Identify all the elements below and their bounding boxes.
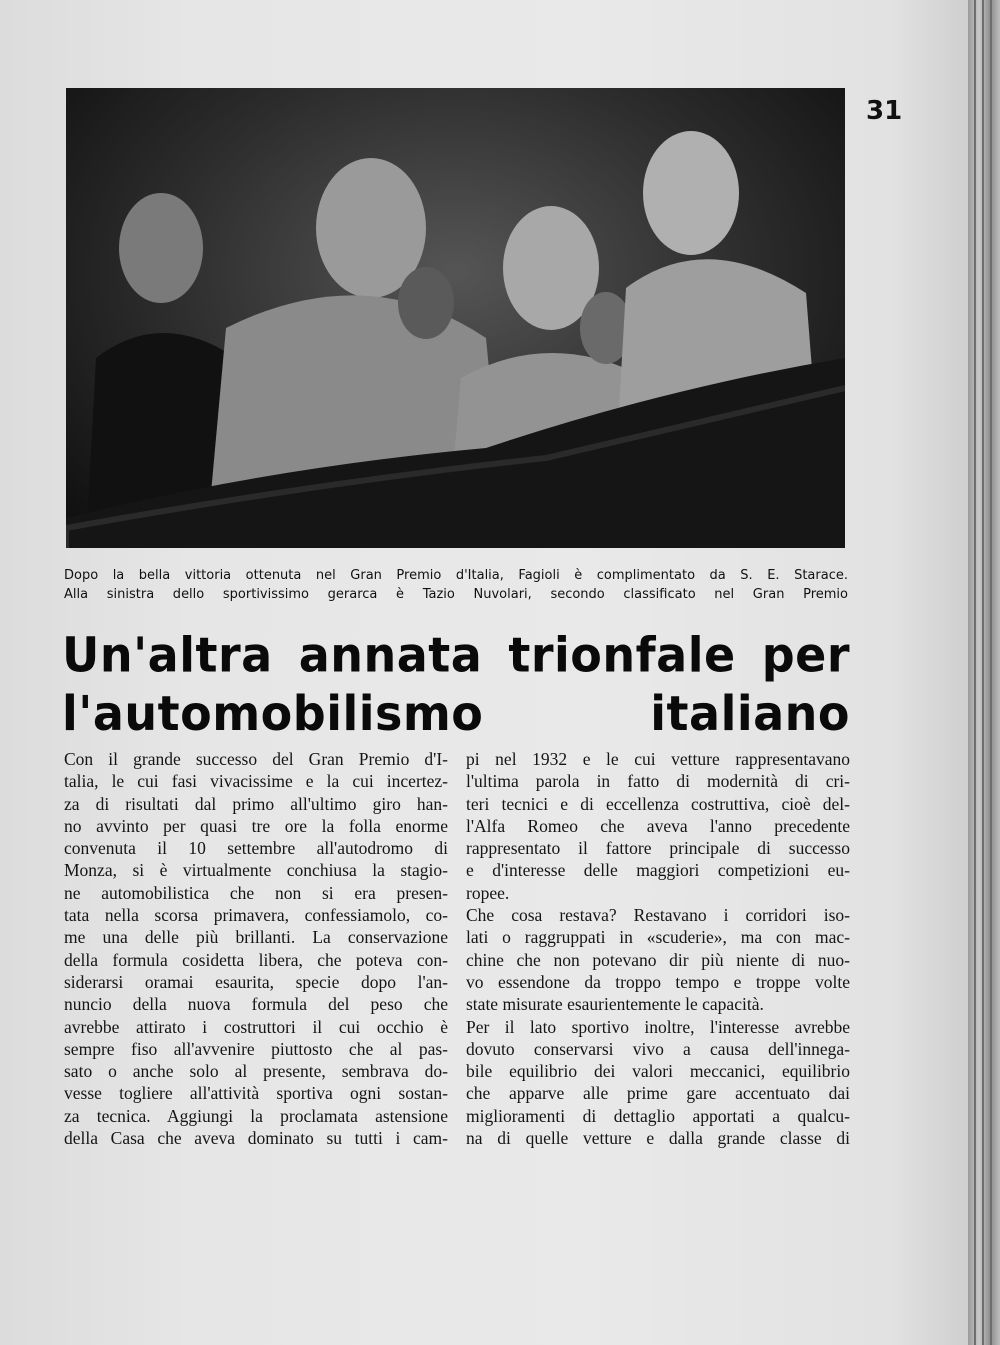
text-line: sempre fiso all'avvenire piuttosto che al pas- [64, 1038, 448, 1059]
text-line: della Casa che aveva dominato su tutti i cam- [64, 1128, 448, 1149]
text-line: za di risultati dal primo all'ultimo giro han- [64, 793, 448, 814]
text-line: dovuto conservarsi vivo a causa dell'innega- [466, 1038, 850, 1059]
article-column-left [64, 748, 448, 1149]
text-line: no avvinto per quasi tre ore la folla enorme [64, 815, 448, 836]
headline-line: Un'altra annata trionfale per [62, 626, 850, 683]
caption-line: Alla sinistra dello sportivissimo gerarca è Tazio Nuvolari, secondo classificato nel Gran Premio [64, 587, 848, 602]
text-line: chine che non potevano dir più niente di nuo- [466, 949, 850, 970]
text-line: na di quelle vetture e dalla grande classe di [466, 1128, 850, 1149]
text-line: talia, le cui fasi vivacissime e la cui incertez- [64, 771, 448, 792]
book-spine-edge [968, 0, 1000, 1345]
text-line: vo essendone da troppo tempo e troppe volte [466, 971, 850, 992]
text-line: ne automobilistica che non si era presen- [64, 882, 448, 903]
photo-caption [64, 566, 848, 604]
article-column-right [466, 748, 850, 1149]
text-line: che apparve alle prime gare accentuato dai [466, 1083, 850, 1104]
text-line: me una delle più brillanti. La conservazione [64, 927, 448, 948]
text-line: Con il grande successo del Gran Premio d'I- [64, 749, 448, 769]
text-line: state misurate esaurientemente le capacità. [466, 994, 764, 1015]
headline-line: l'automobilismo italiano [62, 685, 850, 742]
text-line: avrebbe attirato i costruttori il cui occhio è [64, 1016, 448, 1037]
text-line: tata nella scorsa primavera, confessiamolo, co- [64, 905, 448, 926]
text-line: Per il lato sportivo inoltre, l'interesse avrebbe [466, 1016, 850, 1037]
text-line: lati o raggruppati in «scuderie», ma con mac- [466, 927, 850, 948]
text-line: della formula cosidetta libera, che poteva con- [64, 949, 448, 970]
text-line: rappresentato il fattore principale di successo [466, 838, 850, 859]
text-line: ropee. [466, 882, 510, 903]
text-line: vesse togliere all'attività sportiva ogni sostan- [64, 1083, 448, 1104]
text-line: siderarsi oramai esaurita, specie dopo l'an- [64, 971, 448, 992]
text-line: za tecnica. Aggiungi la proclamata astensione [64, 1105, 448, 1126]
text-line: Monza, si è virtualmente conchiusa la stagio- [64, 860, 448, 881]
text-line: miglioramenti di dettaglio apportati a qualcu- [466, 1105, 850, 1126]
photo-image [66, 88, 845, 548]
text-line: e d'interesse delle maggiori competizioni eu- [466, 860, 850, 881]
page-number: 31 [866, 96, 903, 126]
text-line: nuncio della nuova formula del peso che [64, 994, 448, 1015]
caption-line: Dopo la bella vittoria ottenuta nel Gran Premio d'Italia, Fagioli è complimentato da S. E. Starace. [64, 568, 848, 583]
text-line: bile equilibrio dei valori meccanici, equilibrio [466, 1061, 850, 1082]
text-line: l'ultima parola in fatto di modernità di cri- [466, 771, 850, 792]
text-line: Che cosa restava? Restavano i corridori iso- [466, 905, 850, 926]
photo-scene [66, 88, 845, 548]
text-line: teri tecnici e di eccellenza costruttiva, cioè del- [466, 793, 850, 814]
text-line: pi nel 1932 e le cui vetture rappresentavano [466, 749, 850, 769]
text-line: sato o anche solo al presente, sembrava do- [64, 1061, 448, 1082]
text-line: l'Alfa Romeo che aveva l'anno precedente [466, 815, 850, 836]
text-line: convenuta il 10 settembre all'autodromo di [64, 838, 448, 859]
article-headline [62, 625, 850, 743]
